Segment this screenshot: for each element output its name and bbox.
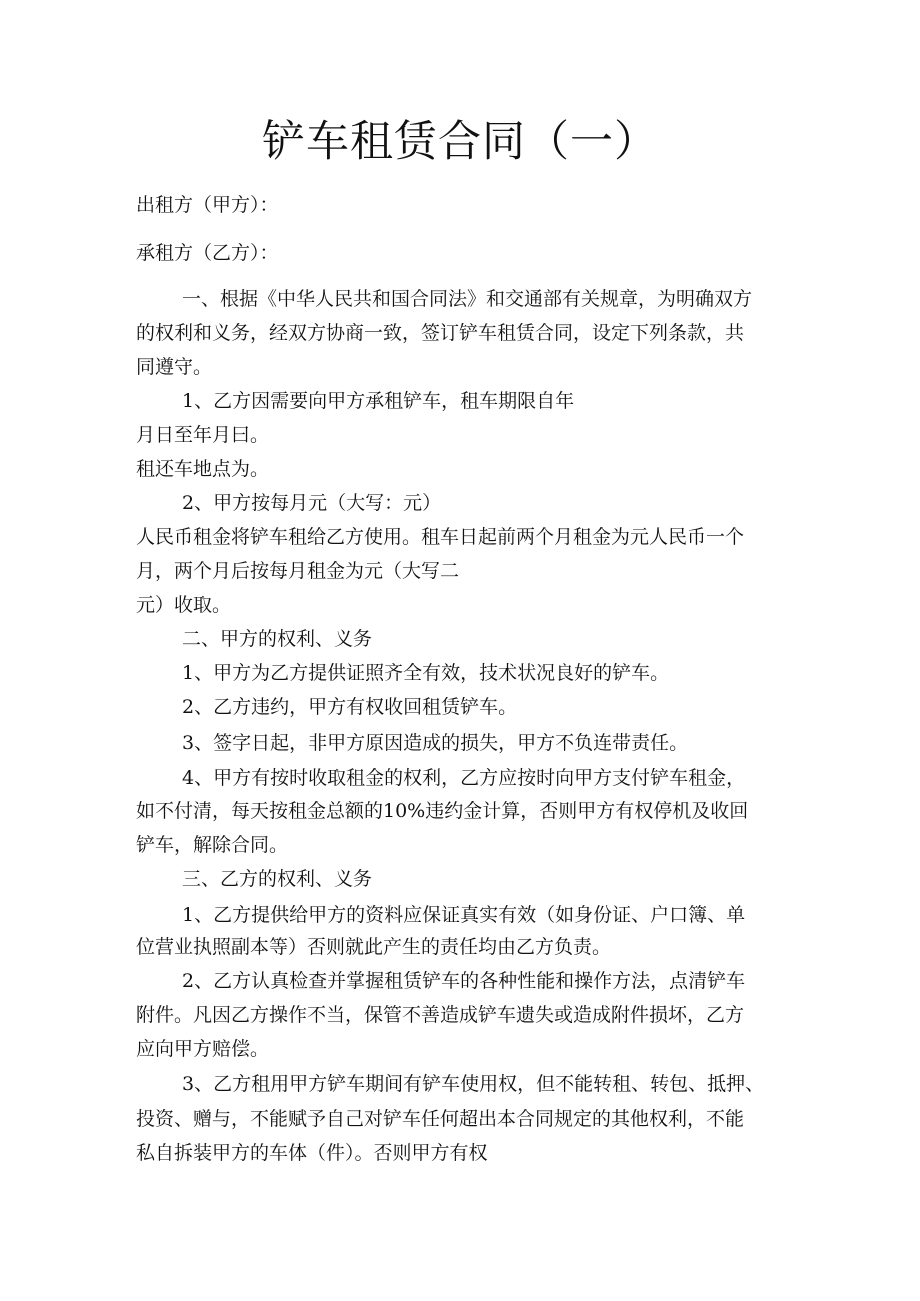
text-line: 位营业执照副本等）否则就此产生的责任均由乙方负责。 — [136, 936, 612, 958]
text-line: 月，两个月后按每月租金为元（大写二 — [136, 560, 460, 582]
text-line: 私自拆装甲方的车体（件）。否则甲方有权 — [136, 1142, 488, 1164]
text-line: 3、乙方租用甲方铲车期间有铲车使用权，但不能转租、转包、抵押、 — [182, 1073, 765, 1095]
text-line: 应向甲方赔偿。 — [136, 1038, 270, 1060]
text-line: 4、甲方有按时收取租金的权利，乙方应按时向甲方支付铲车租金， — [182, 767, 746, 789]
text-line: 附件。凡因乙方操作不当，保管不善造成铲车遗失或造成附件损坏，乙方 — [136, 1004, 745, 1026]
text-line: 月日至年月曰。 — [136, 424, 270, 446]
text-line: 2、乙方违约，甲方有权收回租赁铲车。 — [182, 696, 518, 718]
text-line: 铲车，解除合同。 — [136, 834, 289, 856]
text-line: 同遵守。 — [136, 356, 213, 378]
section-heading: 二、甲方的权利、义务 — [182, 628, 373, 650]
text-line: 1、乙方提供给甲方的资料应保证真实有效（如身份证、户口簿、单 — [182, 904, 746, 926]
text-line: 人民币租金将铲车租给乙方使用。租车日起前两个月租金为元人民币一个 — [136, 526, 745, 548]
text-line: 的权利和义务，经双方协商一致，签订铲车租赁合同，设定下列条款，共 — [136, 322, 745, 344]
text-line: 1、甲方为乙方提供证照齐全有效，技术状况良好的铲车。 — [182, 662, 670, 684]
document-title: 铲车租赁合同（一） — [262, 117, 658, 167]
text-line: 租还车地点为。 — [136, 458, 270, 480]
text-line: 如不付清，每天按租金总额的10%违约金计算，否则甲方有权停机及收回 — [136, 800, 749, 822]
text-line: 元）收取。 — [136, 594, 232, 616]
text-line: 2、甲方按每月元（大写：元） — [182, 492, 442, 514]
text-line: 投资、赠与，不能赋予自己对铲车任何超出本合同规定的其他权利，不能 — [136, 1108, 745, 1130]
text-line: 2、乙方认真检查并掌握租赁铲车的各种性能和操作方法，点清铲车 — [182, 970, 746, 992]
lessor-label: 出租方（甲方）： — [136, 194, 279, 216]
section-heading: 三、乙方的权利、义务 — [182, 868, 373, 890]
text-line: 1、乙方因需要向甲方承租铲车，租车期限自年 — [182, 390, 575, 412]
lessee-label: 承租方（乙方）： — [136, 242, 279, 264]
text-line: 3、签字日起，非甲方原因造成的损失，甲方不负连带责任。 — [182, 732, 689, 754]
text-line: 一、根据《中华人民共和国合同法》和交通部有关规章，为明确双方 — [182, 288, 753, 310]
